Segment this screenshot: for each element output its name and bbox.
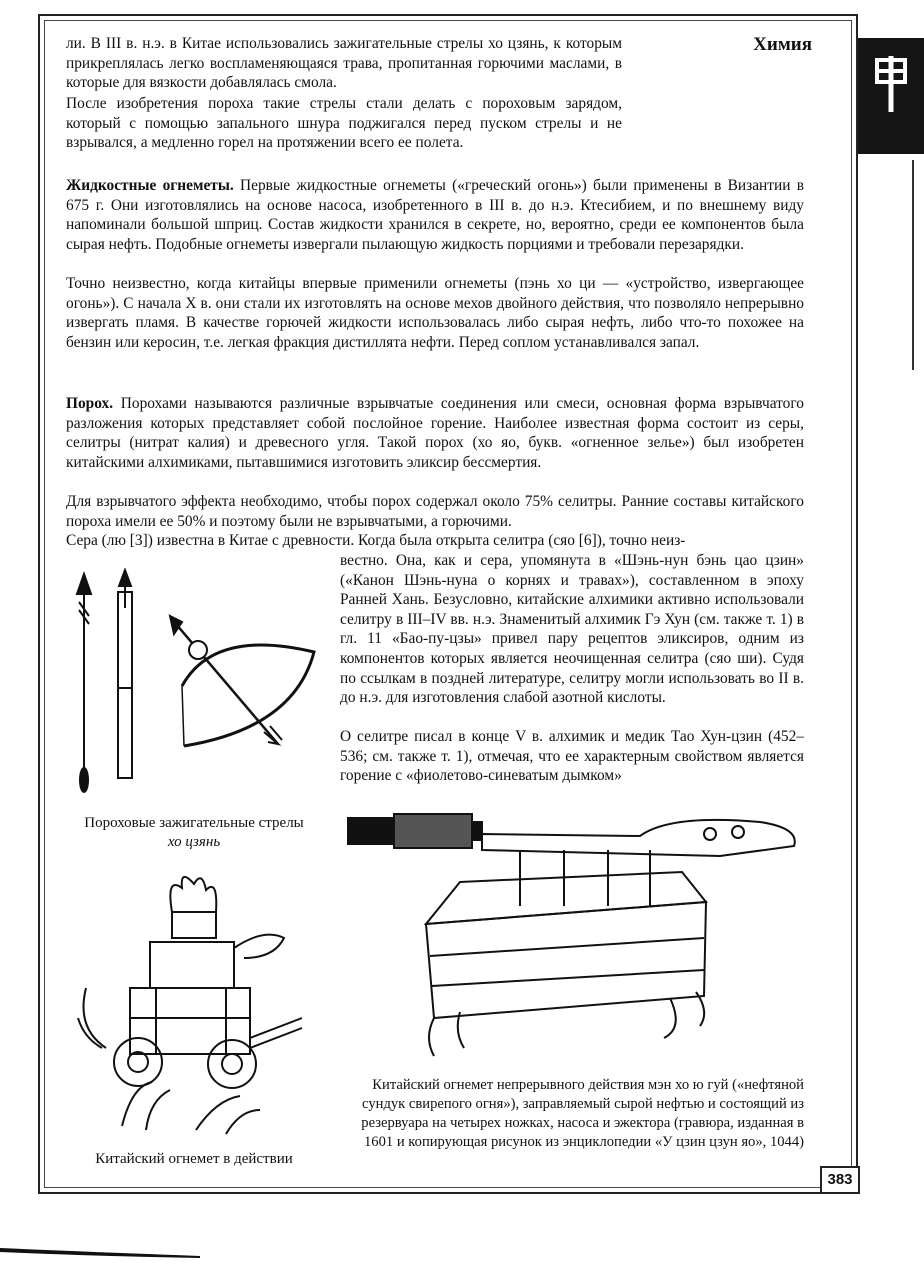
paragraph-8: вестно. Она, как и сера, упомянута в «Шэнь-нун бэнь цао цзин» («Канон Шэнь-нуна о корнях и травах»), составленном в эпоху Ранней Хань. Безусловно, китайские алхимики активно использовали селитру в III–IV вв. н.э. Знаменитый алхимик Гэ Хун (см. также т. 1) в гл. 11 «Бао-пу-цзы» привел пару рецептов эликсиров, одним из компонентов которых является неочищенная селитра (сяо ши). Судя по ссылкам в поздней литературе, селитру могли использовать во II в. до н.э. для изготовления слабой азотной кислоты. [340,552,804,707]
scan-edge-stroke [0,1242,200,1258]
heading-liquid-flamethrowers: Жидкостные огнеметы. [66,177,234,194]
oil-chest-flamethrower-illustration [340,806,806,1068]
fire-arrows-illustration [64,568,324,800]
paragraph-2: После изобретения пороха такие стрелы стали делать с пороховым зарядом, который с помощью запального шнура поджигался перед пуском стрелы и не взрывался, а медленно горел на протяжении всего ее полета. [66,95,622,152]
caption-chest: Китайский огнемет непрерывного действия мэн хо ю гуй («нефтяной сундук свирепого огня»), заправляемый сырой нефтью и состоящий из резервуара на четырех ножках, насоса и эжектора (гравюра, изданная в 1601 и копирующая рисунок из энциклопедии «У цзин цзун яо», 1044) [361,1077,804,1150]
page-number: 383 [820,1166,860,1194]
paragraph-9: О селитре писал в конце V в. алхимик и медик Тао Хун-цзин (452–536; см. также т. 1), отмечая, что ее характерным свойством является горение с «фиолетово-синеватым дымком» [340,728,804,785]
right-edge-line [912,160,914,370]
paragraph-3 [66,176,804,254]
paragraph-3-text: Первые жидкостные огнеметы («греческий огонь») были применены в Византии в 675 г. Они изготовлялись на основе насоса, изобретенного в III в. до н.э. Ктесибием, и по внешнему виду напоминали большой шприц. Состав жидкости хранился в секрете, но, вероятно, среди ее компонентов была сырая нефть. Подобные огнеметы извергали пылающую жидкость порциями и требовали перезарядки. [66,177,805,253]
caption-arrows-line2: хо цзянь [167,834,221,850]
section-tab [858,38,924,154]
paragraph-6: Для взрывчатого эффекта необходимо, чтобы порох содержал около 75% селитры. Ранние составы китайского пороха имели ее 50% и поэтому были не взрывчатыми, а горючими. [66,493,804,530]
section-title: Химия [753,34,812,55]
caption-cart: Китайский огнемет в действии [95,1151,293,1167]
paragraph-5-text: Порохами называются различные взрывчатые соединения или смеси, основная форма взрывчатого разложения которых представляет собой послойное горение. Наиболее известная форма состоит из серы, селитры (нитрат калия) и древесного угля. Такой порох (хо яо, букв. «огненное зелье») был изобретен китайскими алхимиками, пытавшимися изготовить эликсир бессмертия. [66,395,804,471]
chinese-character-icon [874,54,908,114]
paragraph-4: Точно неизвестно, когда китайцы впервые применили огнеметы (пэнь хо ци — «устройство, извергающее огонь»). С начала X в. они стали их изготовлять на основе мехов двойного действия, что позволяло непрерывно извергать пламя. В качестве горючей жидкости использовалась либо сырая нефть, либо что-то похожее на бензин или керосин, т.е. легкая фракция дистиллята нефти. Перед соплом устанавливался запал. [66,275,804,351]
cart-flamethrower-illustration [66,868,322,1140]
paragraph-7: Сера (лю [3]) известна в Китае с древности. Когда была открыта селитра (сяо [6]), точно неиз- [66,532,686,549]
paragraph-1: ли. В III в. н.э. в Китае использовались зажигательные стрелы хо цзянь, к которым прикреплялась легко воспламеняющаяся трава, пропитанная горючими маслами, в которые для вязкости добавлялась смола. [66,35,622,92]
heading-gunpowder: Порох. [66,395,114,412]
caption-arrows [66,814,322,852]
caption-arrows-line1: Пороховые зажигательные стрелы [84,815,304,831]
paragraph-5 [66,394,804,472]
